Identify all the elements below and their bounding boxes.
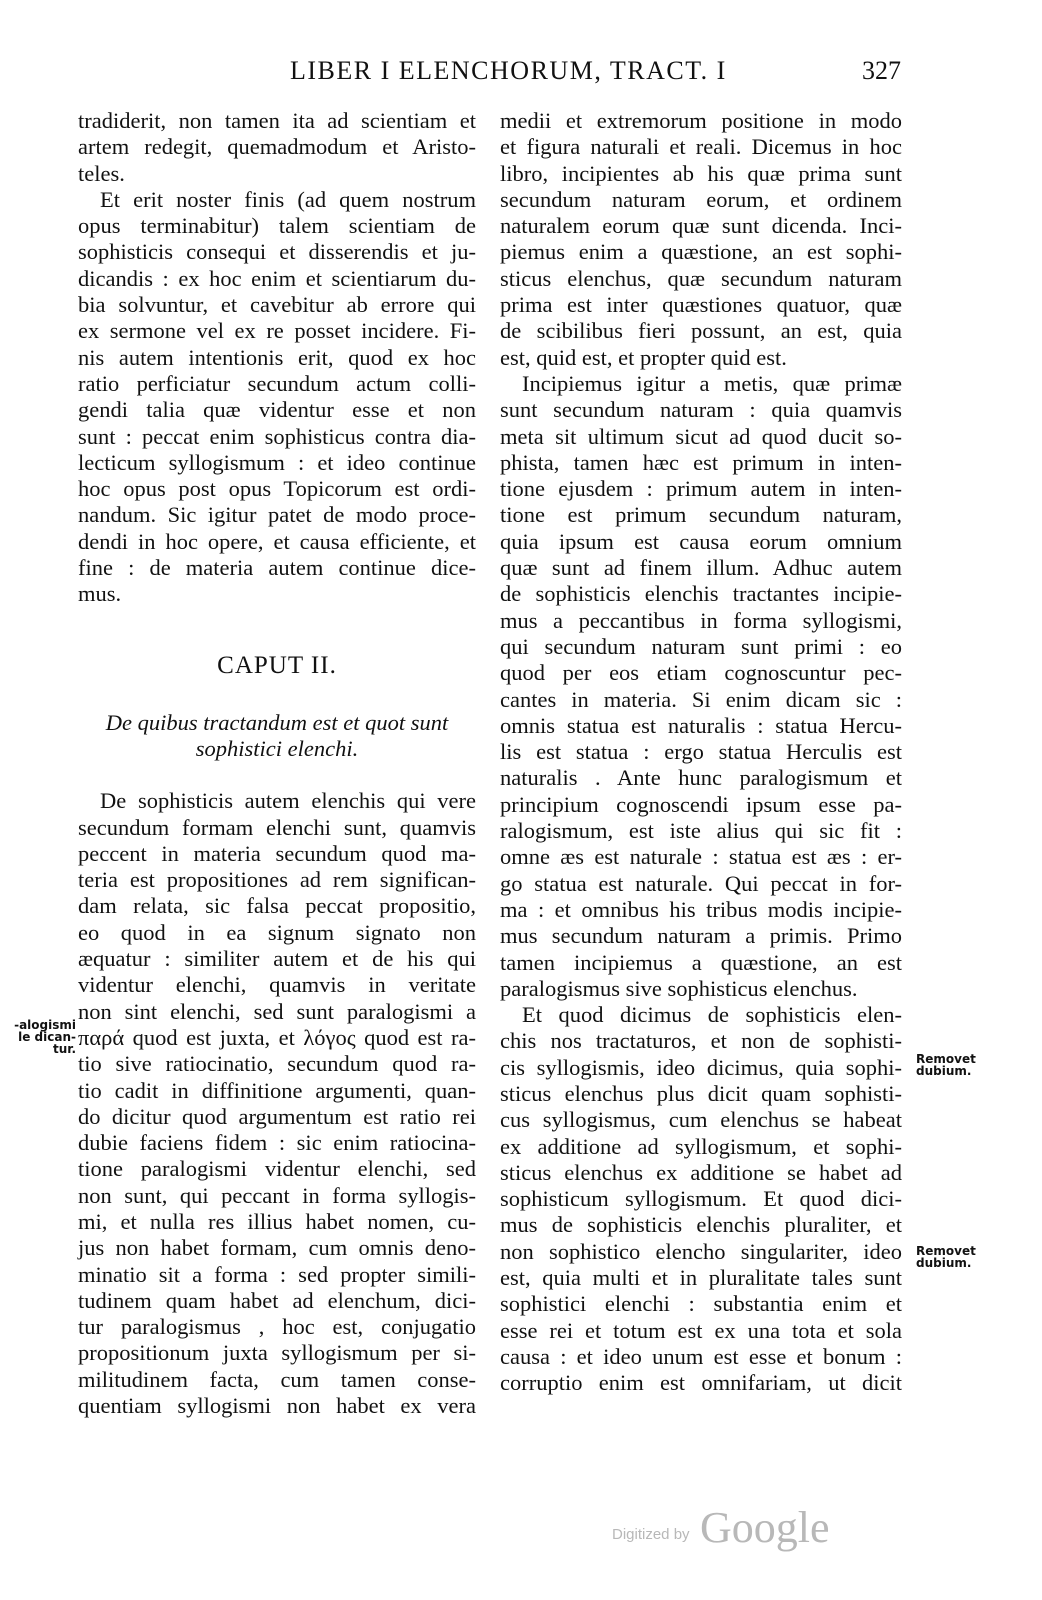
text-line: qui secundum naturam sunt primi : eo	[500, 633, 902, 659]
text-line: dubie faciens fidem : sic enim ratiocina-	[78, 1130, 476, 1156]
text-line: æquatur : similiter autem et de his qui	[78, 946, 476, 972]
text-line: medii et extremorum positione in modo	[500, 108, 902, 133]
text-line: naturalis . Ante hunc paralogismum et	[500, 765, 902, 791]
text-line: paralogismus sive sophisticus elenchus.	[500, 975, 858, 1001]
text-line: est, quid est, et propter quid est.	[500, 344, 787, 370]
text-line: ma : et omnibus his tribus modis incipie-	[500, 896, 902, 922]
text-line: teles.	[78, 160, 125, 186]
digitized-watermark	[608, 1500, 848, 1560]
text-line: principium cognoscendi ipsum esse pa-	[500, 791, 902, 817]
text-line: tio cadit in diffinitione argumenti, quan-	[78, 1077, 476, 1103]
text-line: de scibilibus fieri possunt, an est, quia	[500, 318, 902, 344]
running-header	[0, 56, 1042, 96]
text-line: tur paralogismus , hoc est, conjugatio	[78, 1314, 476, 1340]
text-line: de sophisticis elenchis tractantes incipie-	[500, 581, 902, 607]
text-line: eo quod in ea signum signato non	[78, 919, 476, 945]
margin-note-line: -alogismi	[14, 1018, 76, 1032]
margin-note-left	[0, 1019, 76, 1055]
text-line: peccent in materia secundum quod ma-	[78, 840, 476, 866]
text-line: sophisticum syllogismum. Et quod dici-	[500, 1186, 902, 1212]
text-line: mi, et nulla res illius habet nomen, cu-	[78, 1208, 476, 1234]
text-line: quia ipsum est causa eorum omnium	[500, 528, 902, 554]
right-column	[500, 108, 902, 1397]
text-line: chis nos tractaturos, et non de sophisti-	[500, 1028, 902, 1054]
text-line: libro, incipientes ab his quæ prima sunt	[500, 160, 902, 186]
margin-note-right	[916, 1245, 976, 1269]
chapter-subtitle: sophistici elenchi.	[195, 735, 359, 761]
text-line: tio sive ratiocinatio, secundum quod ra-	[78, 1051, 476, 1077]
text-line: gendi talia quæ videntur esse et non	[78, 397, 476, 423]
text-line: bia solvuntur, et cavebitur ab errore qui	[78, 292, 476, 318]
text-line: ex additione ad syllogismum, et sophi-	[500, 1133, 902, 1159]
margin-note-line: tur.	[52, 1042, 76, 1056]
text-line: non sophistico elencho singulariter, ideo	[500, 1238, 902, 1264]
text-line: sunt : peccat enim sophisticus contra dia-	[78, 423, 476, 449]
text-line: tradiderit, non tamen ita ad scientiam et	[78, 108, 476, 133]
text-line: mus de sophisticis elenchis pluraliter, et	[500, 1212, 902, 1238]
margin-note-line: Removet	[916, 1052, 976, 1066]
text-line: quentiam syllogismi non habet ex vera	[78, 1393, 476, 1419]
text-line: sophisticis consequi et disserendis et ju-	[78, 239, 476, 265]
text-line: jus non habet formam, cum omnis deno-	[78, 1235, 476, 1261]
text-line: hoc opus post opus Topicorum est ordi-	[78, 476, 476, 502]
text-line: ratio perficiatur secundum actum colli-	[78, 370, 476, 396]
text-line: Et erit noster finis (ad quem nostrum	[100, 186, 476, 212]
chapter-heading: CAPUT II.	[217, 651, 337, 679]
text-line: meta sit ultimum sicut ad quod ducit so-	[500, 423, 902, 449]
text-line: παρά quod est juxta, et λόγος quod est ra-	[78, 1024, 476, 1050]
text-line: phista, tamen hæc est primum in inten-	[500, 449, 902, 475]
text-line: sticus elenchus ex additione se habet ad	[500, 1159, 902, 1185]
page-number: 327	[862, 56, 901, 85]
text-line: Et quod dicimus de sophisticis elen-	[522, 1002, 902, 1028]
text-line: nandum. Sic igitur patet de modo proce-	[78, 502, 476, 528]
text-line: tudinem quam habet ad elenchum, dici-	[78, 1287, 476, 1313]
text-line: Incipiemus igitur a metis, quæ primæ	[522, 370, 902, 396]
text-line: mus a peccantibus in forma syllogismi,	[500, 607, 902, 633]
text-line: fine : de materia autem continue dice-	[78, 555, 476, 581]
text-line: tamen incipiemus a quæstione, an est	[500, 949, 902, 975]
text-line: lis est statua : ergo statua Herculis est	[500, 739, 902, 765]
text-line: cantes in materia. Si enim dicam sic :	[500, 686, 902, 712]
text-line: dicandis : ex hoc enim et scientiarum du-	[78, 265, 476, 291]
text-line: mus.	[78, 581, 122, 607]
text-line: nis autem intentionis erit, quod ex hoc	[78, 344, 476, 370]
text-line: militudinem facta, cum tamen conse-	[78, 1366, 476, 1392]
text-line: opus terminabitur) talem scientiam de	[78, 213, 476, 239]
text-line: prima est inter quæstiones quatuor, quæ	[500, 292, 902, 318]
text-line: omne æs est naturale : statua est æs : er-	[500, 844, 902, 870]
text-line: et figura naturali et reali. Dicemus in hoc	[500, 134, 902, 160]
left-column	[78, 108, 476, 1419]
text-line: non sint elenchi, sed sunt paralogismi a	[78, 998, 476, 1024]
text-line: teria est propositiones ad rem significan-	[78, 867, 476, 893]
text-line: non sunt, qui peccant in forma syllogis-	[78, 1182, 476, 1208]
text-line: mus secundum naturam a primis. Primo	[500, 923, 902, 949]
text-line: videntur elenchi, quamvis in veritate	[78, 972, 476, 998]
text-line: sophistici elenchi : substantia enim et	[500, 1291, 902, 1317]
text-line: lecticum syllogismum : et ideo continue	[78, 449, 476, 475]
digitized-label: Digitized by	[612, 1526, 690, 1543]
text-line: cis syllogismis, ideo dicimus, quia sophi-	[500, 1054, 902, 1080]
google-logo: Google	[700, 1503, 830, 1552]
text-line: tione est primum secundum naturam,	[500, 502, 902, 528]
text-line: dam relata, sic falsa peccat propositio,	[78, 893, 476, 919]
text-line: causa : et ideo unum est esse et bonum :	[500, 1343, 902, 1369]
text-line: tione paralogismi videntur elenchi, sed	[78, 1156, 476, 1182]
text-line: De sophisticis autem elenchis qui vere	[100, 788, 476, 814]
text-line: do dicitur quod argumentum est ratio rei	[78, 1103, 476, 1129]
text-line: secundum naturam eorum, et ordinem	[500, 186, 902, 212]
margin-note-right	[916, 1053, 976, 1077]
text-line: go statua est naturale. Qui peccat in for-	[500, 870, 902, 896]
margin-note-line: Removet	[916, 1244, 976, 1258]
text-line: propositionum juxta syllogismum per si-	[78, 1340, 476, 1366]
text-line: sunt secundum naturam : quia quamvis	[500, 397, 902, 423]
text-line: tione ejusdem : primum autem in inten-	[500, 476, 902, 502]
margin-note-line: le dican-	[18, 1030, 76, 1044]
text-line: cus syllogismus, cum elenchus se habeat	[500, 1107, 902, 1133]
text-line: corruptio enim est omnifariam, ut dicit	[500, 1370, 902, 1396]
chapter-subtitle: De quibus tractandum est et quot sunt	[105, 709, 449, 735]
text-line: quæ sunt ad finem illum. Adhuc autem	[500, 555, 902, 581]
text-line: quod per eos etiam cognoscuntur pec-	[500, 660, 902, 686]
text-line: esse rei et totum est ex una tota et sola	[500, 1317, 902, 1343]
text-line: secundum formam elenchi sunt, quamvis	[78, 814, 476, 840]
text-line: est, quia multi et in pluralitate tales sunt	[500, 1265, 902, 1291]
text-line: ralogismum, est iste alius qui sic fit :	[500, 818, 902, 844]
text-line: naturalem eorum quæ sunt dicenda. Inci-	[500, 213, 902, 239]
text-line: dendi in hoc opere, et causa efficiente, et	[78, 528, 476, 554]
margin-note-line: dubium.	[916, 1256, 972, 1270]
text-line: ex sermone vel ex re posset incidere. Fi-	[78, 318, 476, 344]
text-line: minatio sit a forma : sed propter simili-	[78, 1261, 476, 1287]
text-line: piemus enim a quæstione, an est sophi-	[500, 239, 902, 265]
text-line: sticus elenchus, quæ secundum naturam	[500, 265, 902, 291]
margin-note-line: dubium.	[916, 1064, 972, 1078]
text-line: artem redegit, quemadmodum et Aristo-	[78, 134, 476, 160]
text-line: sticus elenchus plus dicit quam sophisti-	[500, 1080, 902, 1106]
text-line: omnis statua est naturalis : statua Hercu-	[500, 712, 902, 738]
running-title: LIBER I ELENCHORUM, TRACT. I	[290, 56, 727, 85]
